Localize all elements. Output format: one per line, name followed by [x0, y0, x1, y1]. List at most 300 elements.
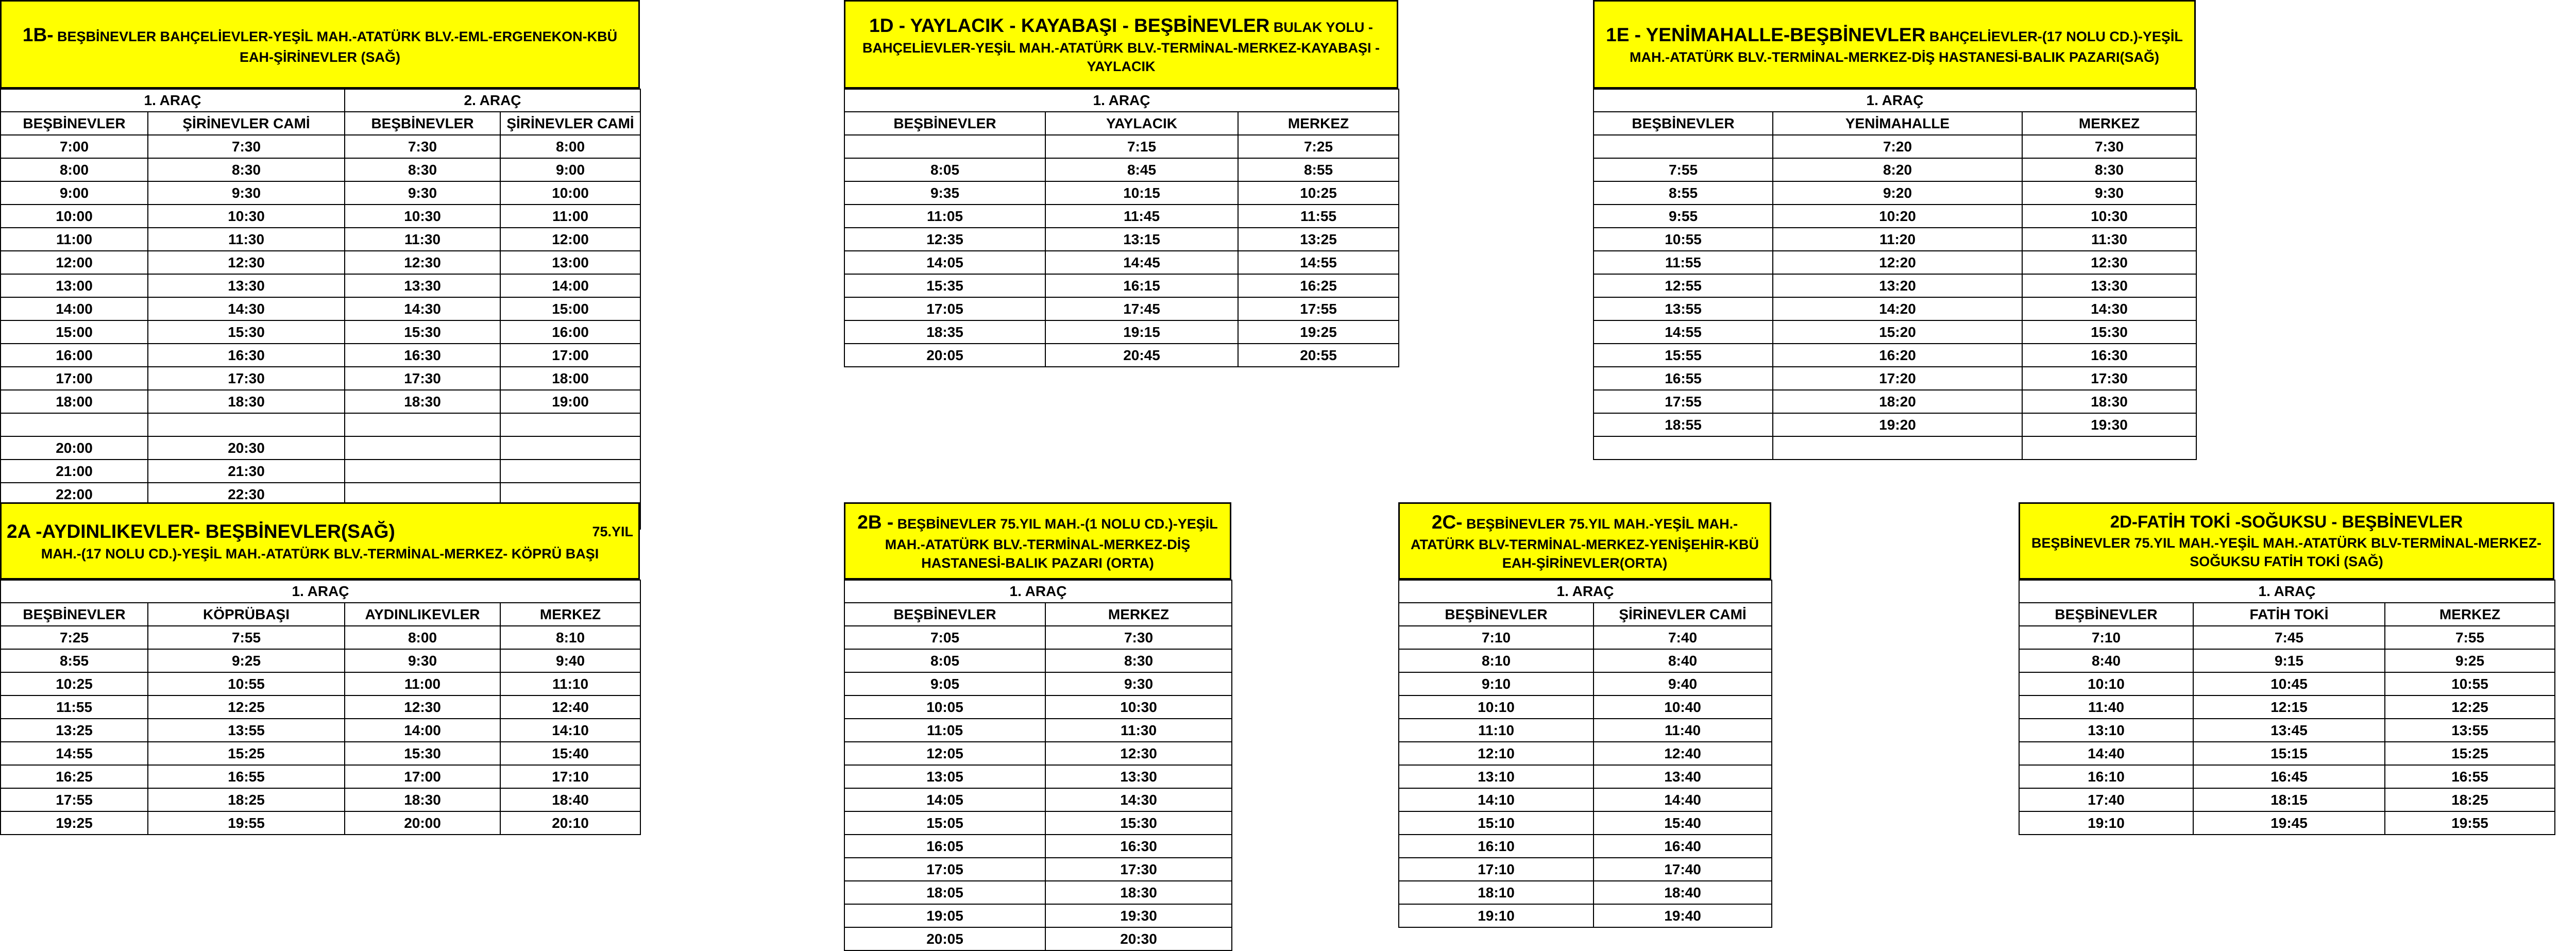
time-cell: 19:30	[1045, 904, 1232, 927]
table-row	[1, 390, 640, 413]
time-cell	[1, 413, 148, 436]
vehicle-group-label: 2. ARAÇ	[345, 89, 640, 112]
time-cell: 17:40	[2019, 788, 2193, 811]
time-cell: 12:35	[844, 228, 1045, 251]
time-cell: 7:55	[148, 626, 345, 649]
vehicle-group-row	[844, 89, 1399, 112]
table-row	[1594, 158, 2196, 181]
column-header: MERKEZ	[1045, 603, 1232, 626]
time-cell: 17:05	[844, 297, 1045, 320]
time-cell: 14:55	[1594, 320, 1773, 344]
time-cell: 15:55	[1594, 344, 1773, 367]
time-cell: 7:10	[2019, 626, 2193, 649]
time-cell: 14:10	[1399, 788, 1594, 811]
header-1b	[0, 0, 640, 89]
time-cell: 11:00	[345, 672, 500, 695]
table-row	[844, 719, 1232, 742]
table-row	[1594, 135, 2196, 158]
time-cell: 19:10	[2019, 811, 2193, 835]
time-cell: 18:05	[844, 881, 1045, 904]
column-header: BEŞBİNEVLER	[1, 603, 148, 626]
table-row	[2019, 788, 2555, 811]
header-2a	[0, 502, 640, 580]
time-cell: 7:05	[844, 626, 1045, 649]
time-cell: 8:30	[1045, 649, 1232, 672]
time-cell: 7:55	[2385, 626, 2555, 649]
time-cell: 15:30	[2022, 320, 2196, 344]
table-row	[844, 274, 1399, 297]
time-cell: 10:05	[844, 695, 1045, 719]
time-cell: 16:55	[148, 765, 345, 788]
table-row	[1, 320, 640, 344]
time-cell: 11:40	[1594, 719, 1772, 742]
table-row	[1, 205, 640, 228]
table-row	[2019, 719, 2555, 742]
time-cell: 16:30	[2022, 344, 2196, 367]
time-cell: 14:05	[844, 251, 1045, 274]
time-cell: 17:30	[2022, 367, 2196, 390]
time-cell: 17:10	[500, 765, 640, 788]
time-cell: 18:25	[2385, 788, 2555, 811]
vehicle-group-label: 1. ARAÇ	[1594, 89, 2196, 112]
time-cell: 11:05	[844, 719, 1045, 742]
column-header: BEŞBİNEVLER	[1594, 112, 1773, 135]
table-row	[2019, 695, 2555, 719]
table-row	[1594, 297, 2196, 320]
time-cell: 18:30	[2022, 390, 2196, 413]
timetable-1e	[1593, 89, 2197, 460]
time-cell: 9:40	[500, 649, 640, 672]
time-cell: 15:40	[1594, 811, 1772, 835]
route-desc-2c-line2: ATATÜRK BLV-TERMİNAL-MERKEZ-YENİŞEHİR-KBÜ	[1411, 536, 1759, 552]
time-cell: 16:25	[1238, 274, 1399, 297]
header-2c	[1398, 502, 1771, 580]
table-row	[844, 344, 1399, 367]
table-row	[1, 765, 640, 788]
time-cell: 11:10	[1399, 719, 1594, 742]
time-cell: 11:40	[2019, 695, 2193, 719]
column-header: BEŞBİNEVLER	[1399, 603, 1594, 626]
time-cell: 19:30	[2022, 413, 2196, 436]
header-1e	[1593, 0, 2196, 89]
column-header: MERKEZ	[500, 603, 640, 626]
time-cell: 8:10	[500, 626, 640, 649]
time-cell: 8:05	[844, 649, 1045, 672]
time-cell: 20:00	[345, 811, 500, 835]
time-cell: 20:55	[1238, 344, 1399, 367]
time-cell: 17:00	[345, 765, 500, 788]
table-row	[2019, 742, 2555, 765]
time-cell: 14:55	[1, 742, 148, 765]
time-cell	[1594, 135, 1773, 158]
time-cell: 13:45	[2193, 719, 2385, 742]
column-header: BEŞBİNEVLER	[345, 112, 500, 135]
time-cell: 8:30	[345, 158, 500, 181]
column-header: ŞİRİNEVLER CAMİ	[148, 112, 345, 135]
table-row	[1399, 858, 1772, 881]
time-cell: 12:30	[148, 251, 345, 274]
time-cell: 14:20	[1773, 297, 2022, 320]
time-cell: 12:30	[345, 251, 500, 274]
column-header: MERKEZ	[1238, 112, 1399, 135]
time-cell: 8:40	[2019, 649, 2193, 672]
table-row	[844, 858, 1232, 881]
time-cell: 11:30	[345, 228, 500, 251]
time-cell: 18:35	[844, 320, 1045, 344]
time-cell: 21:00	[1, 460, 148, 483]
time-cell: 12:20	[1773, 251, 2022, 274]
time-cell: 10:10	[1399, 695, 1594, 719]
column-header: YENİMAHALLE	[1773, 112, 2022, 135]
time-cell: 19:45	[2193, 811, 2385, 835]
time-cell: 10:25	[1238, 181, 1399, 205]
route-desc-2d-line1: BEŞBİNEVLER 75.YIL MAH.-YEŞİL MAH.-ATATÜRK BLV-TERMİNAL-MERKEZ-	[2031, 535, 2541, 551]
route-code-1e: 1E - YENİMAHALLE-BEŞBİNEVLER	[1606, 24, 1926, 45]
time-cell: 13:00	[500, 251, 640, 274]
route-code-2b: 2B -	[857, 511, 894, 533]
time-cell: 13:25	[1, 719, 148, 742]
route-code-2d: 2D-FATİH TOKİ -SOĞUKSU - BEŞBİNEVLER	[2110, 512, 2463, 532]
time-cell: 10:55	[148, 672, 345, 695]
time-cell: 13:10	[2019, 719, 2193, 742]
time-cell: 22:30	[148, 483, 345, 506]
time-cell	[1594, 436, 1773, 460]
timetable-1b	[0, 89, 641, 530]
time-cell	[500, 460, 640, 483]
table-row	[1399, 881, 1772, 904]
time-cell: 10:55	[1594, 228, 1773, 251]
time-cell: 10:20	[1773, 205, 2022, 228]
time-cell: 18:30	[345, 390, 500, 413]
time-cell: 9:00	[1, 181, 148, 205]
table-row	[844, 320, 1399, 344]
route-desc-1b-line1: BEŞBİNEVLER BAHÇELİEVLER-YEŞİL MAH.-ATATÜRK BLV.-EML-ERGENEKON-KBÜ	[57, 28, 618, 44]
time-cell: 15:30	[345, 742, 500, 765]
time-cell: 16:20	[1773, 344, 2022, 367]
time-cell: 13:55	[1594, 297, 1773, 320]
vehicle-group-row	[2019, 580, 2555, 603]
header-2d	[2019, 502, 2554, 580]
time-cell: 12:05	[844, 742, 1045, 765]
time-cell: 14:10	[500, 719, 640, 742]
time-cell: 18:30	[1045, 881, 1232, 904]
time-cell: 17:05	[844, 858, 1045, 881]
table-row	[1, 811, 640, 835]
time-cell: 16:45	[2193, 765, 2385, 788]
time-cell	[345, 460, 500, 483]
time-cell: 8:30	[2022, 158, 2196, 181]
time-cell	[148, 413, 345, 436]
time-cell: 20:00	[1, 436, 148, 460]
table-row	[1399, 649, 1772, 672]
time-cell: 17:55	[1594, 390, 1773, 413]
time-cell	[844, 135, 1045, 158]
time-cell: 9:30	[345, 649, 500, 672]
column-header: MERKEZ	[2022, 112, 2196, 135]
table-row	[844, 742, 1232, 765]
vehicle-group-label: 1. ARAÇ	[1399, 580, 1772, 603]
time-cell: 10:30	[345, 205, 500, 228]
time-cell: 16:00	[1, 344, 148, 367]
time-cell: 16:40	[1594, 835, 1772, 858]
column-header-row	[1399, 603, 1772, 626]
time-cell: 15:30	[1045, 811, 1232, 835]
time-cell: 15:40	[500, 742, 640, 765]
table-row	[844, 649, 1232, 672]
time-cell: 8:55	[1238, 158, 1399, 181]
time-cell: 16:55	[1594, 367, 1773, 390]
time-cell: 20:30	[148, 436, 345, 460]
time-cell: 16:55	[2385, 765, 2555, 788]
column-header-row	[1594, 112, 2196, 135]
column-header: ŞİRİNEVLER CAMİ	[1594, 603, 1772, 626]
time-cell: 12:15	[2193, 695, 2385, 719]
table-row	[844, 626, 1232, 649]
time-cell: 13:05	[844, 765, 1045, 788]
table-row	[1399, 835, 1772, 858]
time-cell: 14:30	[345, 297, 500, 320]
time-cell: 15:20	[1773, 320, 2022, 344]
vehicle-group-row	[1594, 89, 2196, 112]
time-cell: 7:20	[1773, 135, 2022, 158]
time-cell: 15:00	[500, 297, 640, 320]
time-cell: 18:55	[1594, 413, 1773, 436]
table-row	[844, 811, 1232, 835]
table-row	[1, 649, 640, 672]
route-desc-1d-line1: BULAK YOLU -	[1273, 19, 1373, 35]
time-cell: 10:55	[2385, 672, 2555, 695]
time-cell: 7:30	[148, 135, 345, 158]
time-cell: 16:15	[1045, 274, 1238, 297]
time-cell: 16:25	[1, 765, 148, 788]
time-cell: 7:30	[1045, 626, 1232, 649]
time-cell: 8:45	[1045, 158, 1238, 181]
column-header-row	[2019, 603, 2555, 626]
time-cell: 19:25	[1238, 320, 1399, 344]
column-header-row	[844, 603, 1232, 626]
time-cell: 7:30	[345, 135, 500, 158]
route-desc-2c-line3: EAH-ŞİRİNEVLER(ORTA)	[1502, 555, 1668, 571]
table-row	[844, 297, 1399, 320]
time-cell: 17:00	[500, 344, 640, 367]
table-row	[1, 181, 640, 205]
table-row	[1, 413, 640, 436]
time-cell: 12:55	[1594, 274, 1773, 297]
time-cell: 9:40	[1594, 672, 1772, 695]
vehicle-group-label: 1. ARAÇ	[1, 580, 640, 603]
time-cell	[345, 413, 500, 436]
route-code-1b: 1B-	[22, 24, 54, 45]
time-cell: 15:10	[1399, 811, 1594, 835]
table-row	[1594, 274, 2196, 297]
route-desc-1d-line2: BAHÇELİEVLER-YEŞİL MAH.-ATATÜRK BLV.-TERMİNAL-MERKEZ-KAYABAŞI -	[862, 40, 1380, 56]
time-cell: 10:00	[1, 205, 148, 228]
time-cell: 14:40	[2019, 742, 2193, 765]
route-desc-1e-line2: MAH.-ATATÜRK BLV.-TERMİNAL-MERKEZ-DİŞ HASTANESİ-BALIK PAZARI(SAĞ)	[1630, 49, 2159, 65]
table-row	[844, 205, 1399, 228]
time-cell: 19:15	[1045, 320, 1238, 344]
time-cell: 9:20	[1773, 181, 2022, 205]
time-cell: 12:40	[1594, 742, 1772, 765]
time-cell: 10:30	[2022, 205, 2196, 228]
table-row	[1, 626, 640, 649]
table-row	[1, 788, 640, 811]
time-cell: 17:45	[1045, 297, 1238, 320]
time-cell: 13:30	[148, 274, 345, 297]
column-header: YAYLACIK	[1045, 112, 1238, 135]
time-cell: 18:40	[1594, 881, 1772, 904]
time-cell: 15:35	[844, 274, 1045, 297]
time-cell: 8:00	[1, 158, 148, 181]
vehicle-group-label: 1. ARAÇ	[844, 580, 1232, 603]
time-cell: 11:55	[1594, 251, 1773, 274]
timetable-2b	[844, 580, 1232, 951]
time-cell: 8:20	[1773, 158, 2022, 181]
time-cell: 20:10	[500, 811, 640, 835]
table-row	[2019, 626, 2555, 649]
time-cell: 19:20	[1773, 413, 2022, 436]
time-cell: 12:10	[1399, 742, 1594, 765]
column-header-row	[844, 112, 1399, 135]
table-row	[2019, 811, 2555, 835]
time-cell: 11:00	[1, 228, 148, 251]
time-cell: 15:05	[844, 811, 1045, 835]
time-cell: 15:30	[148, 320, 345, 344]
route-desc-2b-line1: BEŞBİNEVLER 75.YIL MAH.-(1 NOLU CD.)-YEŞİL	[897, 516, 1218, 532]
time-cell: 12:00	[500, 228, 640, 251]
time-cell: 9:55	[1594, 205, 1773, 228]
table-row	[844, 181, 1399, 205]
table-row	[1594, 413, 2196, 436]
table-row	[844, 835, 1232, 858]
time-cell: 8:55	[1594, 181, 1773, 205]
time-cell: 15:30	[345, 320, 500, 344]
time-cell: 9:05	[844, 672, 1045, 695]
time-cell: 11:05	[844, 205, 1045, 228]
column-header-row	[1, 603, 640, 626]
time-cell: 13:25	[1238, 228, 1399, 251]
table-row	[1, 672, 640, 695]
time-cell: 12:25	[2385, 695, 2555, 719]
time-cell: 8:10	[1399, 649, 1594, 672]
time-cell: 12:25	[148, 695, 345, 719]
table-row	[2019, 765, 2555, 788]
timetable-2c	[1398, 580, 1772, 928]
time-cell: 11:30	[2022, 228, 2196, 251]
table-row	[1, 742, 640, 765]
time-cell: 13:20	[1773, 274, 2022, 297]
time-cell: 19:55	[148, 811, 345, 835]
time-cell: 14:00	[345, 719, 500, 742]
time-cell: 13:10	[1399, 765, 1594, 788]
time-cell: 13:15	[1045, 228, 1238, 251]
time-cell: 11:10	[500, 672, 640, 695]
time-cell: 7:40	[1594, 626, 1772, 649]
time-cell: 14:00	[500, 274, 640, 297]
time-cell: 9:35	[844, 181, 1045, 205]
table-row	[1399, 788, 1772, 811]
time-cell: 13:30	[345, 274, 500, 297]
time-cell: 17:30	[1045, 858, 1232, 881]
time-cell: 19:00	[500, 390, 640, 413]
table-row	[1594, 228, 2196, 251]
table-row	[844, 695, 1232, 719]
route-desc-2a-head: 75.YIL	[592, 523, 633, 539]
time-cell: 9:30	[148, 181, 345, 205]
time-cell: 7:25	[1, 626, 148, 649]
time-cell: 16:05	[844, 835, 1045, 858]
time-cell: 17:30	[345, 367, 500, 390]
time-cell: 9:30	[1045, 672, 1232, 695]
route-desc-2b-line3: HASTANESİ-BALIK PAZARI (ORTA)	[921, 555, 1154, 571]
time-cell: 19:55	[2385, 811, 2555, 835]
column-header: AYDINLIKEVLER	[345, 603, 500, 626]
table-row	[1594, 390, 2196, 413]
route-desc-1d-line3: YAYLACIK	[1087, 58, 1156, 74]
time-cell: 7:30	[2022, 135, 2196, 158]
time-cell: 17:55	[1238, 297, 1399, 320]
time-cell: 10:15	[1045, 181, 1238, 205]
route-desc-2c-line1: BEŞBİNEVLER 75.YIL MAH.-YEŞİL MAH.-	[1466, 516, 1738, 532]
vehicle-group-row	[1, 580, 640, 603]
table-row	[844, 788, 1232, 811]
time-cell: 17:20	[1773, 367, 2022, 390]
table-row	[1399, 811, 1772, 835]
table-row	[1594, 344, 2196, 367]
table-row	[1, 228, 640, 251]
time-cell: 22:00	[1, 483, 148, 506]
time-cell: 18:30	[345, 788, 500, 811]
timetable-1d	[844, 89, 1399, 367]
time-cell: 10:30	[148, 205, 345, 228]
time-cell	[345, 436, 500, 460]
table-row	[844, 251, 1399, 274]
time-cell: 14:30	[148, 297, 345, 320]
route-code-2c: 2C-	[1431, 511, 1463, 533]
route-desc-1b-line2: EAH-ŞİRİNEVLER (SAĞ)	[239, 49, 401, 65]
time-cell: 13:55	[2385, 719, 2555, 742]
route-code-2a: 2A -AYDINLIKEVLER- BEŞBİNEVLER(SAĞ)	[7, 520, 395, 542]
time-cell: 18:00	[1, 390, 148, 413]
time-cell: 11:00	[500, 205, 640, 228]
table-row	[1, 460, 640, 483]
time-cell: 8:05	[844, 158, 1045, 181]
table-row	[1594, 251, 2196, 274]
time-cell: 11:45	[1045, 205, 1238, 228]
time-cell: 8:30	[148, 158, 345, 181]
time-cell: 14:55	[1238, 251, 1399, 274]
table-row	[1, 251, 640, 274]
table-row	[1594, 367, 2196, 390]
time-cell: 12:00	[1, 251, 148, 274]
time-cell	[1773, 436, 2022, 460]
table-row	[1399, 742, 1772, 765]
time-cell: 11:30	[1045, 719, 1232, 742]
time-cell: 7:15	[1045, 135, 1238, 158]
time-cell: 13:30	[1045, 765, 1232, 788]
time-cell: 11:30	[148, 228, 345, 251]
table-row	[1399, 626, 1772, 649]
time-cell: 16:10	[2019, 765, 2193, 788]
table-row	[1, 344, 640, 367]
time-cell: 11:55	[1, 695, 148, 719]
table-row	[1, 158, 640, 181]
time-cell: 18:15	[2193, 788, 2385, 811]
column-header: KÖPRÜBAŞI	[148, 603, 345, 626]
table-row	[1, 719, 640, 742]
time-cell: 16:10	[1399, 835, 1594, 858]
table-row	[1, 297, 640, 320]
